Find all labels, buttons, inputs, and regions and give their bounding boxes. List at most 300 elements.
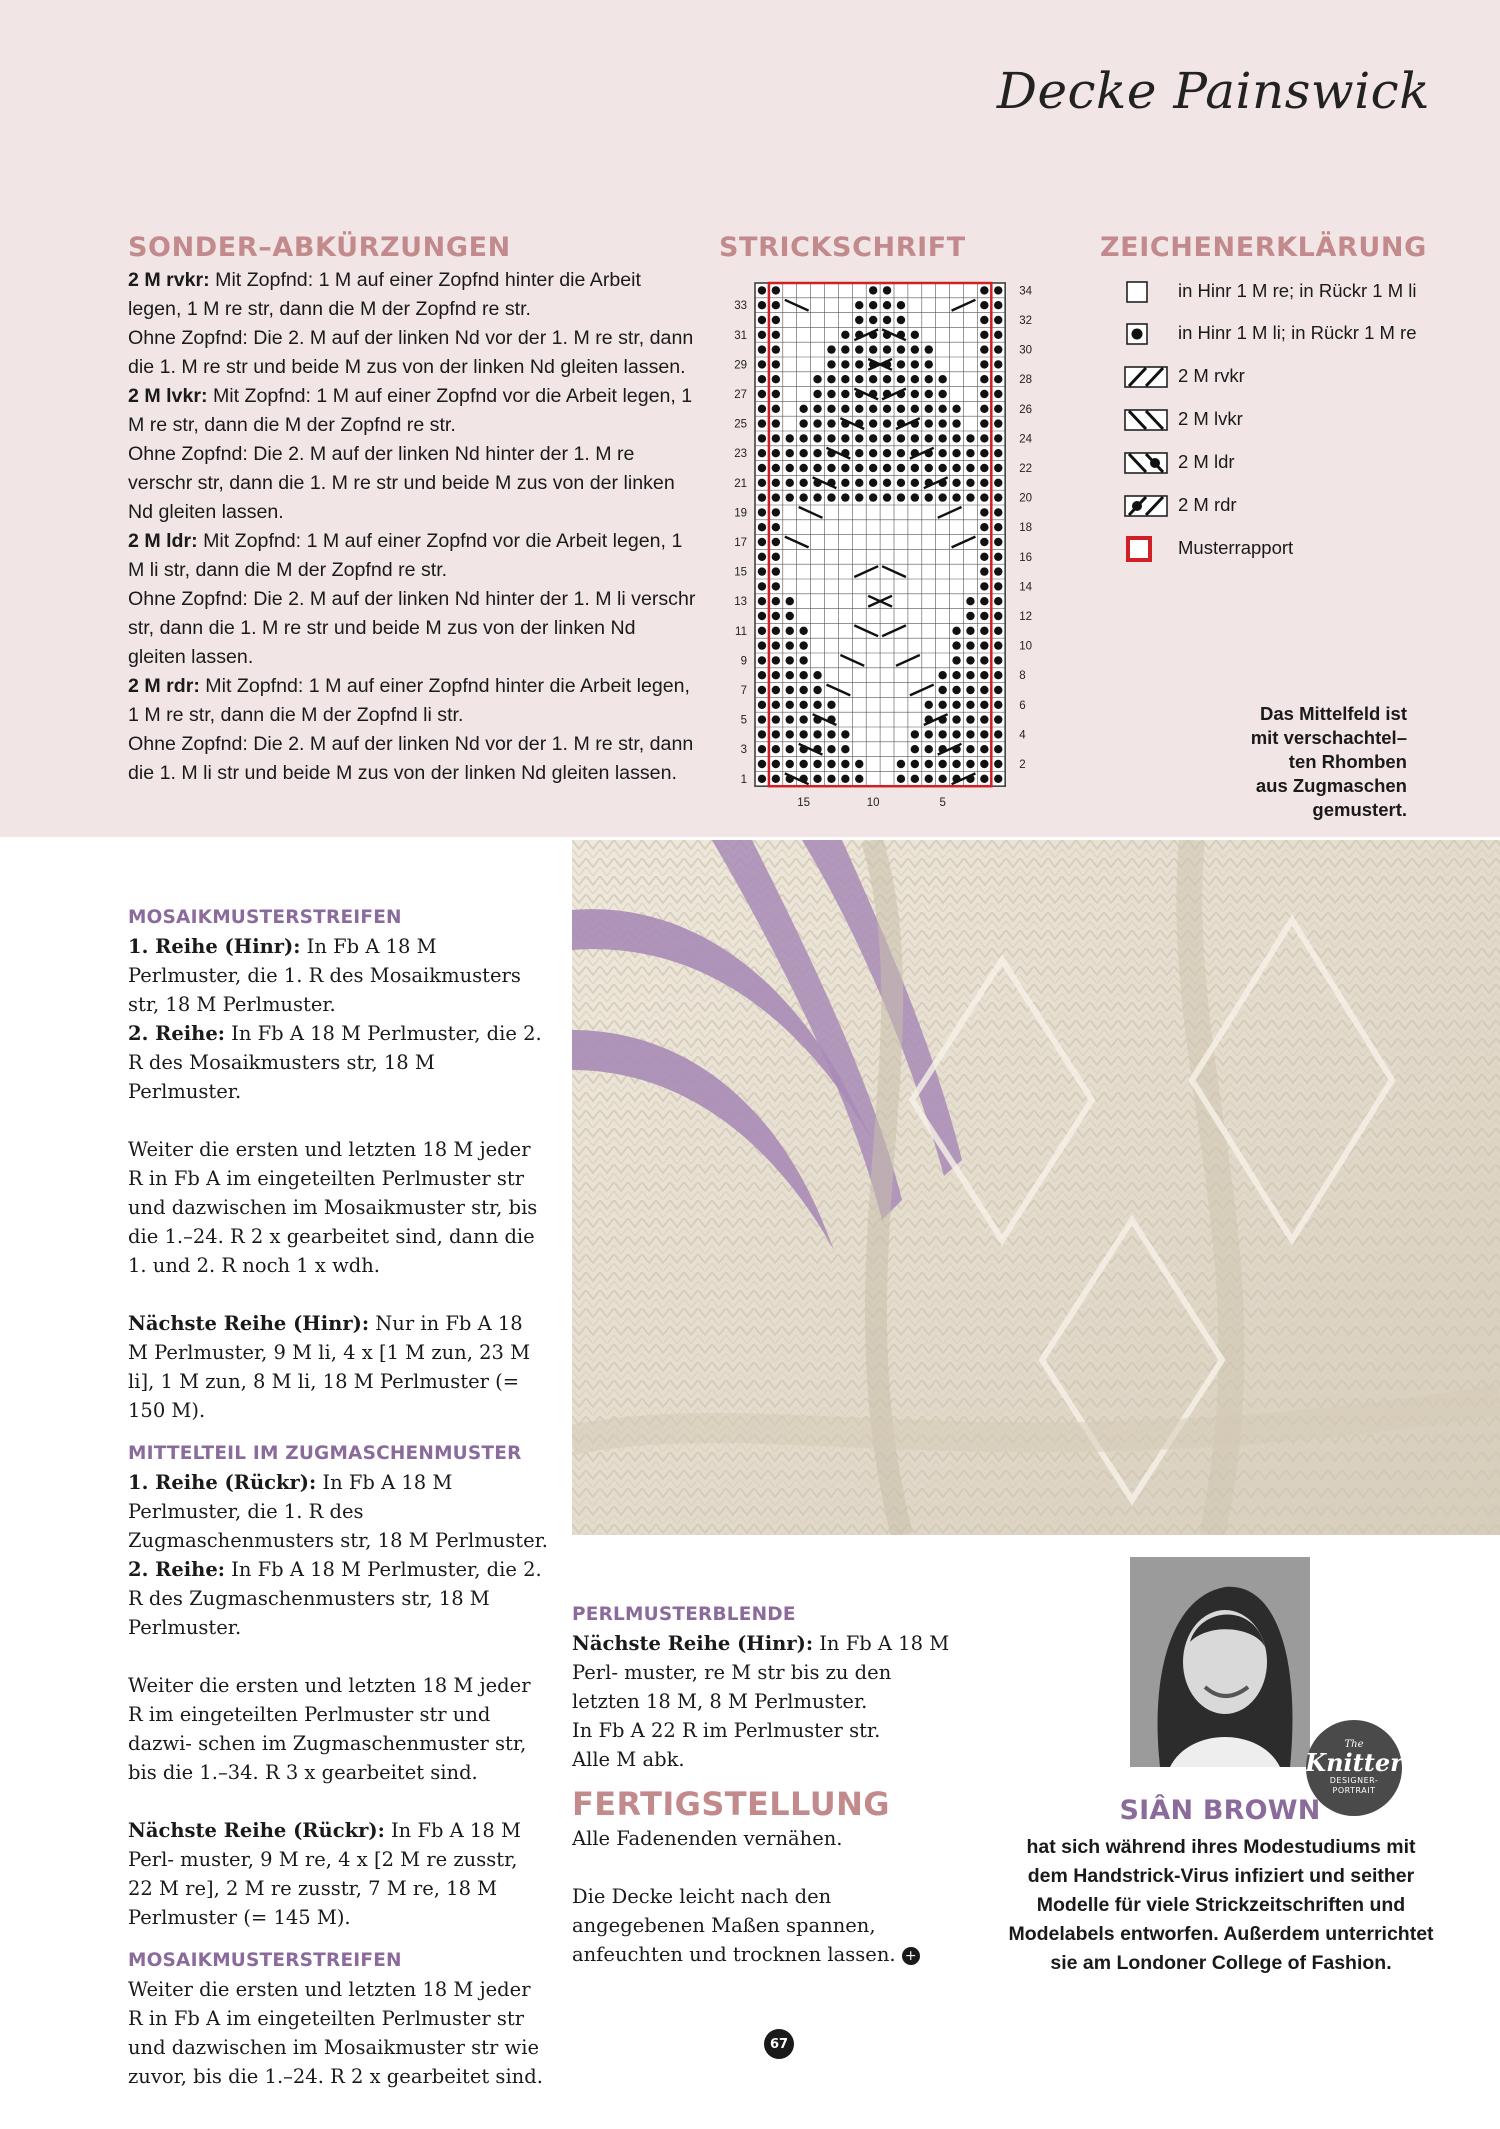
purl-stitch (799, 405, 807, 413)
purl-stitch (980, 434, 988, 442)
row-label-left: 23 (734, 448, 747, 461)
row-label-right: 16 (1019, 551, 1032, 564)
purl-stitch (786, 715, 794, 723)
author-name: SIÂN BROWN (1119, 1795, 1321, 1826)
purl-stitch (827, 464, 835, 472)
column-label: 10 (866, 797, 880, 810)
row-label-right: 2 (1019, 759, 1026, 771)
purl-stitch (813, 686, 821, 694)
purl-stitch (980, 360, 988, 368)
purl-stitch (855, 434, 863, 442)
row-label-left: 7 (740, 685, 747, 697)
row-label-right: 34 (1019, 285, 1032, 298)
purl-stitch (772, 301, 780, 309)
paragraph: Nächste Reihe (Hinr): Nur in Fb A 18 M Perlmuster, 9 M li, 4 x [1 M zun, 23 M li], 1 M zun, 8 M li, 18 M Perlmuster (= 150 M). (128, 1312, 531, 1422)
purl-stitch (786, 686, 794, 694)
end-mark-icon: + (902, 1947, 920, 1965)
purl-stitch (758, 405, 766, 413)
purl-stitch (827, 419, 835, 427)
caption-line: aus Zugmaschen (1255, 775, 1407, 796)
purl-stitch (841, 360, 849, 368)
purl-stitch (855, 493, 863, 501)
purl-stitch (952, 730, 960, 738)
purl-stitch (772, 375, 780, 383)
purl-stitch (925, 405, 933, 413)
purl-stitch (786, 612, 794, 620)
purl-stitch (897, 360, 905, 368)
row-label-right: 4 (1019, 729, 1026, 742)
rvkr-symbol-icon (1124, 362, 1168, 390)
row-label-right: 18 (1019, 522, 1032, 535)
purl-stitch (758, 715, 766, 723)
purl-stitch (799, 493, 807, 501)
purl-stitch (925, 390, 933, 398)
abbreviation-entry: 2 M rdr: Mit Zopfnd: 1 M auf einer Zopfnd hinter die Arbeit legen, 1 M re str, dann die M der Zopfnd li str. (128, 675, 690, 726)
purl-stitch (883, 464, 891, 472)
purl-stitch (980, 612, 988, 620)
purl-stitch (855, 345, 863, 353)
page-number: 67 (764, 2029, 794, 2059)
abbreviation-entry: 2 M ldr: Mit Zopfnd: 1 M auf einer Zopfnd vor die Arbeit legen, 1 M li str, dann die M der Zopfnd re str. (128, 530, 683, 581)
purl-stitch (911, 405, 919, 413)
purl-stitch (758, 730, 766, 738)
row-label-left: 9 (740, 655, 747, 668)
blanket-photo (572, 840, 1500, 1535)
purl-stitch (980, 464, 988, 472)
legend-item-repeat (1124, 533, 1293, 563)
row-label-right: 14 (1019, 581, 1032, 594)
purl-stitch (897, 345, 905, 353)
purl-stitch (952, 656, 960, 664)
purl-stitch (897, 434, 905, 442)
paragraph: 2. Reihe: In Fb A 18 M Perlmuster, die 2. R des Zugmaschenmusters str, 18 M Perlmuster. (128, 1558, 542, 1639)
legend-label: 2 M ldr (1178, 451, 1235, 472)
purl-stitch (786, 745, 794, 753)
row-label-left: 3 (740, 744, 747, 757)
purl-stitch (841, 405, 849, 413)
purl-stitch (758, 360, 766, 368)
purl-stitch (799, 419, 807, 427)
purl-stitch (883, 286, 891, 294)
purl-stitch (758, 686, 766, 694)
purl-stitch (897, 760, 905, 768)
purl-stitch (772, 360, 780, 368)
purl-stitch (869, 434, 877, 442)
abbreviations-list (128, 266, 696, 788)
purl-stitch (827, 405, 835, 413)
purl-stitch (925, 701, 933, 709)
legend-label: Musterrapport (1178, 537, 1294, 558)
purl-stitch (980, 567, 988, 575)
purl-stitch (758, 641, 766, 649)
purl-stitch (786, 641, 794, 649)
author-portrait (1130, 1557, 1310, 1767)
purl-stitch (786, 464, 794, 472)
legend-item-empty-square (1124, 276, 1417, 306)
purl-stitch (786, 493, 794, 501)
row-label-left: 11 (735, 625, 747, 638)
purl-stitch (897, 449, 905, 457)
purl-stitch (980, 493, 988, 501)
designer-portrait-badge: The Knitter DESIGNER- PORTRAIT (1306, 1720, 1402, 1816)
purl-stitch (813, 493, 821, 501)
purl-stitch (966, 671, 974, 679)
purl-stitch (925, 745, 933, 753)
purl-stitch (813, 419, 821, 427)
purl-stitch (813, 671, 821, 679)
purl-stitch (925, 775, 933, 783)
purl-stitch (855, 479, 863, 487)
purl-stitch (786, 656, 794, 664)
purl-stitch (758, 597, 766, 605)
purl-stitch (772, 479, 780, 487)
purl-stitch (772, 627, 780, 635)
page-title: Decke Painswick (996, 62, 1430, 120)
purl-stitch (786, 730, 794, 738)
purl-stitch (841, 375, 849, 383)
purl-stitch (772, 775, 780, 783)
border-heading: PERLMUSTERBLENDE (572, 1604, 796, 1625)
purl-stitch (980, 775, 988, 783)
purl-stitch (911, 745, 919, 753)
purl-stitch (758, 627, 766, 635)
purl-stitch (911, 375, 919, 383)
purl-stitch (938, 405, 946, 413)
purl-stitch (911, 360, 919, 368)
purl-stitch (813, 434, 821, 442)
purl-stitch (994, 375, 1002, 383)
purl-stitch (994, 567, 1002, 575)
purl-stitch (897, 375, 905, 383)
purl-stitch (758, 301, 766, 309)
purl-stitch (869, 493, 877, 501)
purl-stitch (786, 627, 794, 635)
purl-stitch (994, 360, 1002, 368)
purl-stitch (758, 775, 766, 783)
purl-stitch (980, 656, 988, 664)
purl-stitch (786, 597, 794, 605)
purl-stitch (994, 627, 1002, 635)
legend-label: 2 M lvkr (1178, 408, 1243, 429)
purl-stitch (758, 434, 766, 442)
purl-stitch (772, 730, 780, 738)
caption-line: ten Rhomben (1288, 751, 1407, 772)
purl-stitch (980, 508, 988, 516)
purl-stitch (855, 760, 863, 768)
abbreviation-entry: 2 M lvkr: Mit Zopfnd: 1 M auf einer Zopfnd vor die Arbeit legen, 1 M re str, dann die M der Zopfnd re str. (128, 385, 693, 436)
paragraph: 2. Reihe: In Fb A 18 M Perlmuster, die 2. R des Mosaikmusters str, 18 M Perlmuster. (128, 1022, 542, 1103)
purl-stitch (938, 730, 946, 738)
dot-square-symbol-icon (1124, 319, 1168, 347)
abbreviation-entry: Ohne Zopfnd: Die 2. M auf der linken Nd hinter der 1. M li verschr str, dann die 1. M re str und beide M zus von der linken Nd gleiten lassen. (128, 588, 696, 668)
purl-stitch (813, 760, 821, 768)
purl-stitch (758, 493, 766, 501)
legend-label: 2 M rvkr (1178, 365, 1245, 386)
purl-stitch (758, 582, 766, 590)
purl-stitch (938, 760, 946, 768)
purl-stitch (980, 686, 988, 694)
row-label-left: 29 (734, 359, 747, 372)
purl-stitch (966, 464, 974, 472)
purl-stitch (841, 434, 849, 442)
row-label-right: 12 (1019, 611, 1032, 623)
purl-stitch (911, 390, 919, 398)
purl-stitch (980, 641, 988, 649)
purl-stitch (869, 449, 877, 457)
purl-stitch (841, 345, 849, 353)
middle-column-instructions (572, 1600, 957, 1969)
purl-stitch (758, 419, 766, 427)
purl-stitch (980, 627, 988, 635)
purl-stitch (869, 301, 877, 309)
purl-stitch (758, 464, 766, 472)
purl-stitch (911, 479, 919, 487)
row-label-left: 13 (734, 596, 747, 609)
purl-stitch (980, 286, 988, 294)
knitting-chart (720, 275, 1060, 835)
purl-stitch (966, 686, 974, 694)
legend-item-rdr (1124, 490, 1237, 520)
purl-stitch (938, 434, 946, 442)
purl-stitch (911, 760, 919, 768)
purl-stitch (799, 715, 807, 723)
column-label: 15 (797, 797, 811, 810)
purl-stitch (869, 345, 877, 353)
purl-stitch (966, 434, 974, 442)
paragraph: Die Decke leicht nach den angegebenen Maßen spannen, anfeuchten und trocknen lassen. + (572, 1882, 957, 1969)
legend-label: in Hinr 1 M re; in Rückr 1 M li (1178, 280, 1417, 301)
purl-stitch (952, 493, 960, 501)
purl-stitch (883, 345, 891, 353)
purl-stitch (758, 745, 766, 753)
purl-stitch (772, 405, 780, 413)
abbreviations-heading: SONDER–ABKÜRZUNGEN (128, 232, 511, 263)
purl-stitch (952, 627, 960, 635)
purl-stitch (966, 449, 974, 457)
purl-stitch (799, 641, 807, 649)
purl-stitch (994, 612, 1002, 620)
purl-stitch (980, 523, 988, 531)
purl-stitch (855, 775, 863, 783)
purl-stitch (925, 360, 933, 368)
purl-stitch (938, 671, 946, 679)
purl-stitch (758, 390, 766, 398)
purl-stitch (799, 479, 807, 487)
purl-stitch (758, 760, 766, 768)
purl-stitch (869, 419, 877, 427)
row-label-left: 15 (734, 566, 747, 579)
purl-stitch (799, 730, 807, 738)
purl-stitch (841, 493, 849, 501)
legend-label: in Hinr 1 M li; in Rückr 1 M re (1178, 322, 1417, 343)
empty-square-symbol-icon (1124, 277, 1168, 305)
purl-stitch (799, 434, 807, 442)
purl-stitch (994, 449, 1002, 457)
purl-stitch (980, 582, 988, 590)
purl-stitch (994, 464, 1002, 472)
lvkr-symbol-icon (1124, 405, 1168, 433)
purl-stitch (869, 375, 877, 383)
purl-stitch (869, 464, 877, 472)
legend-item-dot-square (1124, 318, 1417, 348)
purl-stitch (883, 419, 891, 427)
purl-stitch (994, 538, 1002, 546)
caption-line: gemustert. (1312, 799, 1407, 820)
purl-stitch (841, 760, 849, 768)
purl-stitch (952, 419, 960, 427)
purl-stitch (952, 479, 960, 487)
purl-stitch (772, 656, 780, 664)
purl-stitch (883, 405, 891, 413)
abbreviation-entry: 2 M rvkr: Mit Zopfnd: 1 M auf einer Zopfnd hinter die Arbeit legen, 1 M re str, dann die M der Zopfnd re str. (128, 269, 641, 320)
purl-stitch (966, 715, 974, 723)
purl-stitch (966, 612, 974, 620)
purl-stitch (994, 775, 1002, 783)
purl-stitch (938, 686, 946, 694)
purl-stitch (925, 419, 933, 427)
column-label: 5 (939, 797, 946, 810)
purl-stitch (980, 597, 988, 605)
purl-stitch (827, 375, 835, 383)
purl-stitch (994, 686, 1002, 694)
row-label-right: 30 (1019, 344, 1032, 357)
purl-stitch (994, 508, 1002, 516)
purl-stitch (841, 464, 849, 472)
purl-stitch (994, 419, 1002, 427)
purl-stitch (772, 597, 780, 605)
purl-stitch (786, 434, 794, 442)
purl-stitch (758, 316, 766, 324)
purl-stitch (911, 345, 919, 353)
paragraph: Weiter die ersten und letzten 18 M jeder R in Fb A im eingeteilten Perlmuster str und dazwischen im Mosaikmuster str, bis die 1.–24. R 2 x gearbeitet sind, dann die 1. und 2. R noch 1 x wdh. (128, 1138, 538, 1277)
purl-stitch (952, 715, 960, 723)
purl-stitch (883, 493, 891, 501)
legend-label: 2 M rdr (1178, 494, 1237, 515)
purl-stitch (966, 493, 974, 501)
purl-stitch (994, 641, 1002, 649)
purl-stitch (772, 508, 780, 516)
left-column-instructions (128, 903, 548, 2091)
purl-stitch (994, 523, 1002, 531)
purl-stitch (966, 656, 974, 664)
purl-stitch (897, 464, 905, 472)
purl-stitch (994, 730, 1002, 738)
purl-stitch (980, 375, 988, 383)
row-label-right: 6 (1019, 699, 1026, 712)
purl-stitch (827, 730, 835, 738)
purl-stitch (772, 686, 780, 694)
purl-stitch (772, 493, 780, 501)
purl-stitch (925, 345, 933, 353)
purl-stitch (897, 316, 905, 324)
row-label-right: 24 (1019, 433, 1032, 446)
purl-stitch (994, 656, 1002, 664)
purl-stitch (980, 745, 988, 753)
purl-stitch (925, 730, 933, 738)
purl-stitch (855, 464, 863, 472)
purl-stitch (786, 701, 794, 709)
purl-stitch (786, 479, 794, 487)
purl-stitch (799, 701, 807, 709)
row-label-right: 8 (1019, 670, 1026, 683)
purl-stitch (786, 449, 794, 457)
purl-stitch (980, 449, 988, 457)
purl-stitch (758, 345, 766, 353)
purl-stitch (911, 434, 919, 442)
purl-stitch (925, 760, 933, 768)
purl-stitch (841, 479, 849, 487)
purl-stitch (938, 419, 946, 427)
row-label-left: 17 (734, 537, 747, 549)
middle-part-heading: MITTELTEIL IM ZUGMASCHENMUSTER (128, 1443, 522, 1464)
row-label-left: 33 (734, 300, 747, 313)
purl-stitch (952, 760, 960, 768)
purl-stitch (855, 375, 863, 383)
purl-stitch (855, 360, 863, 368)
purl-stitch (938, 493, 946, 501)
paragraph: 1. Reihe (Rückr): In Fb A 18 M Perlmuster, die 1. R des Zugmaschenmusters str, 18 M Perlmuster. (128, 1471, 549, 1552)
purl-stitch (841, 390, 849, 398)
purl-stitch (799, 656, 807, 664)
purl-stitch (994, 671, 1002, 679)
purl-stitch (897, 493, 905, 501)
purl-stitch (911, 464, 919, 472)
legend-heading: ZEICHENERKLÄRUNG (1100, 232, 1427, 263)
purl-stitch (772, 553, 780, 561)
legend-item-rvkr (1124, 361, 1245, 391)
legend-item-lvkr (1124, 404, 1243, 434)
purl-stitch (772, 612, 780, 620)
purl-stitch (994, 597, 1002, 605)
purl-stitch (772, 701, 780, 709)
row-label-right: 28 (1019, 374, 1032, 387)
purl-stitch (994, 345, 1002, 353)
purl-stitch (772, 434, 780, 442)
purl-stitch (772, 582, 780, 590)
purl-stitch (855, 301, 863, 309)
purl-stitch (827, 345, 835, 353)
purl-stitch (966, 730, 974, 738)
purl-stitch (772, 331, 780, 339)
purl-stitch (897, 301, 905, 309)
purl-stitch (994, 286, 1002, 294)
purl-stitch (980, 553, 988, 561)
paragraph: Alle M abk. (572, 1748, 685, 1771)
purl-stitch (786, 760, 794, 768)
purl-stitch (772, 449, 780, 457)
purl-stitch (994, 553, 1002, 561)
purl-stitch (758, 553, 766, 561)
purl-stitch (883, 479, 891, 487)
purl-stitch (980, 419, 988, 427)
ldr-symbol-icon (1124, 448, 1168, 476)
purl-stitch (827, 434, 835, 442)
author-bio: hat sich während ihres Modestudiums mit dem Handstrick-Virus infiziert und seither Modelle für viele Strickzeitschriften und Modelabels entworfen. Außerdem unterrichtet sie am Londoner College of Fashion. (1008, 1836, 1434, 1974)
paragraph: Nächste Reihe (Hinr): In Fb A 18 M Perl- muster, re M str bis zu den letzten 18 M, 8 M Perlmuster. (572, 1632, 950, 1713)
purl-stitch (952, 449, 960, 457)
purl-stitch (938, 775, 946, 783)
purl-stitch (827, 390, 835, 398)
purl-stitch (772, 671, 780, 679)
purl-stitch (772, 523, 780, 531)
purl-stitch (883, 449, 891, 457)
purl-stitch (813, 775, 821, 783)
purl-stitch (799, 671, 807, 679)
purl-stitch (925, 493, 933, 501)
purl-stitch (994, 331, 1002, 339)
purl-stitch (772, 464, 780, 472)
purl-stitch (855, 405, 863, 413)
